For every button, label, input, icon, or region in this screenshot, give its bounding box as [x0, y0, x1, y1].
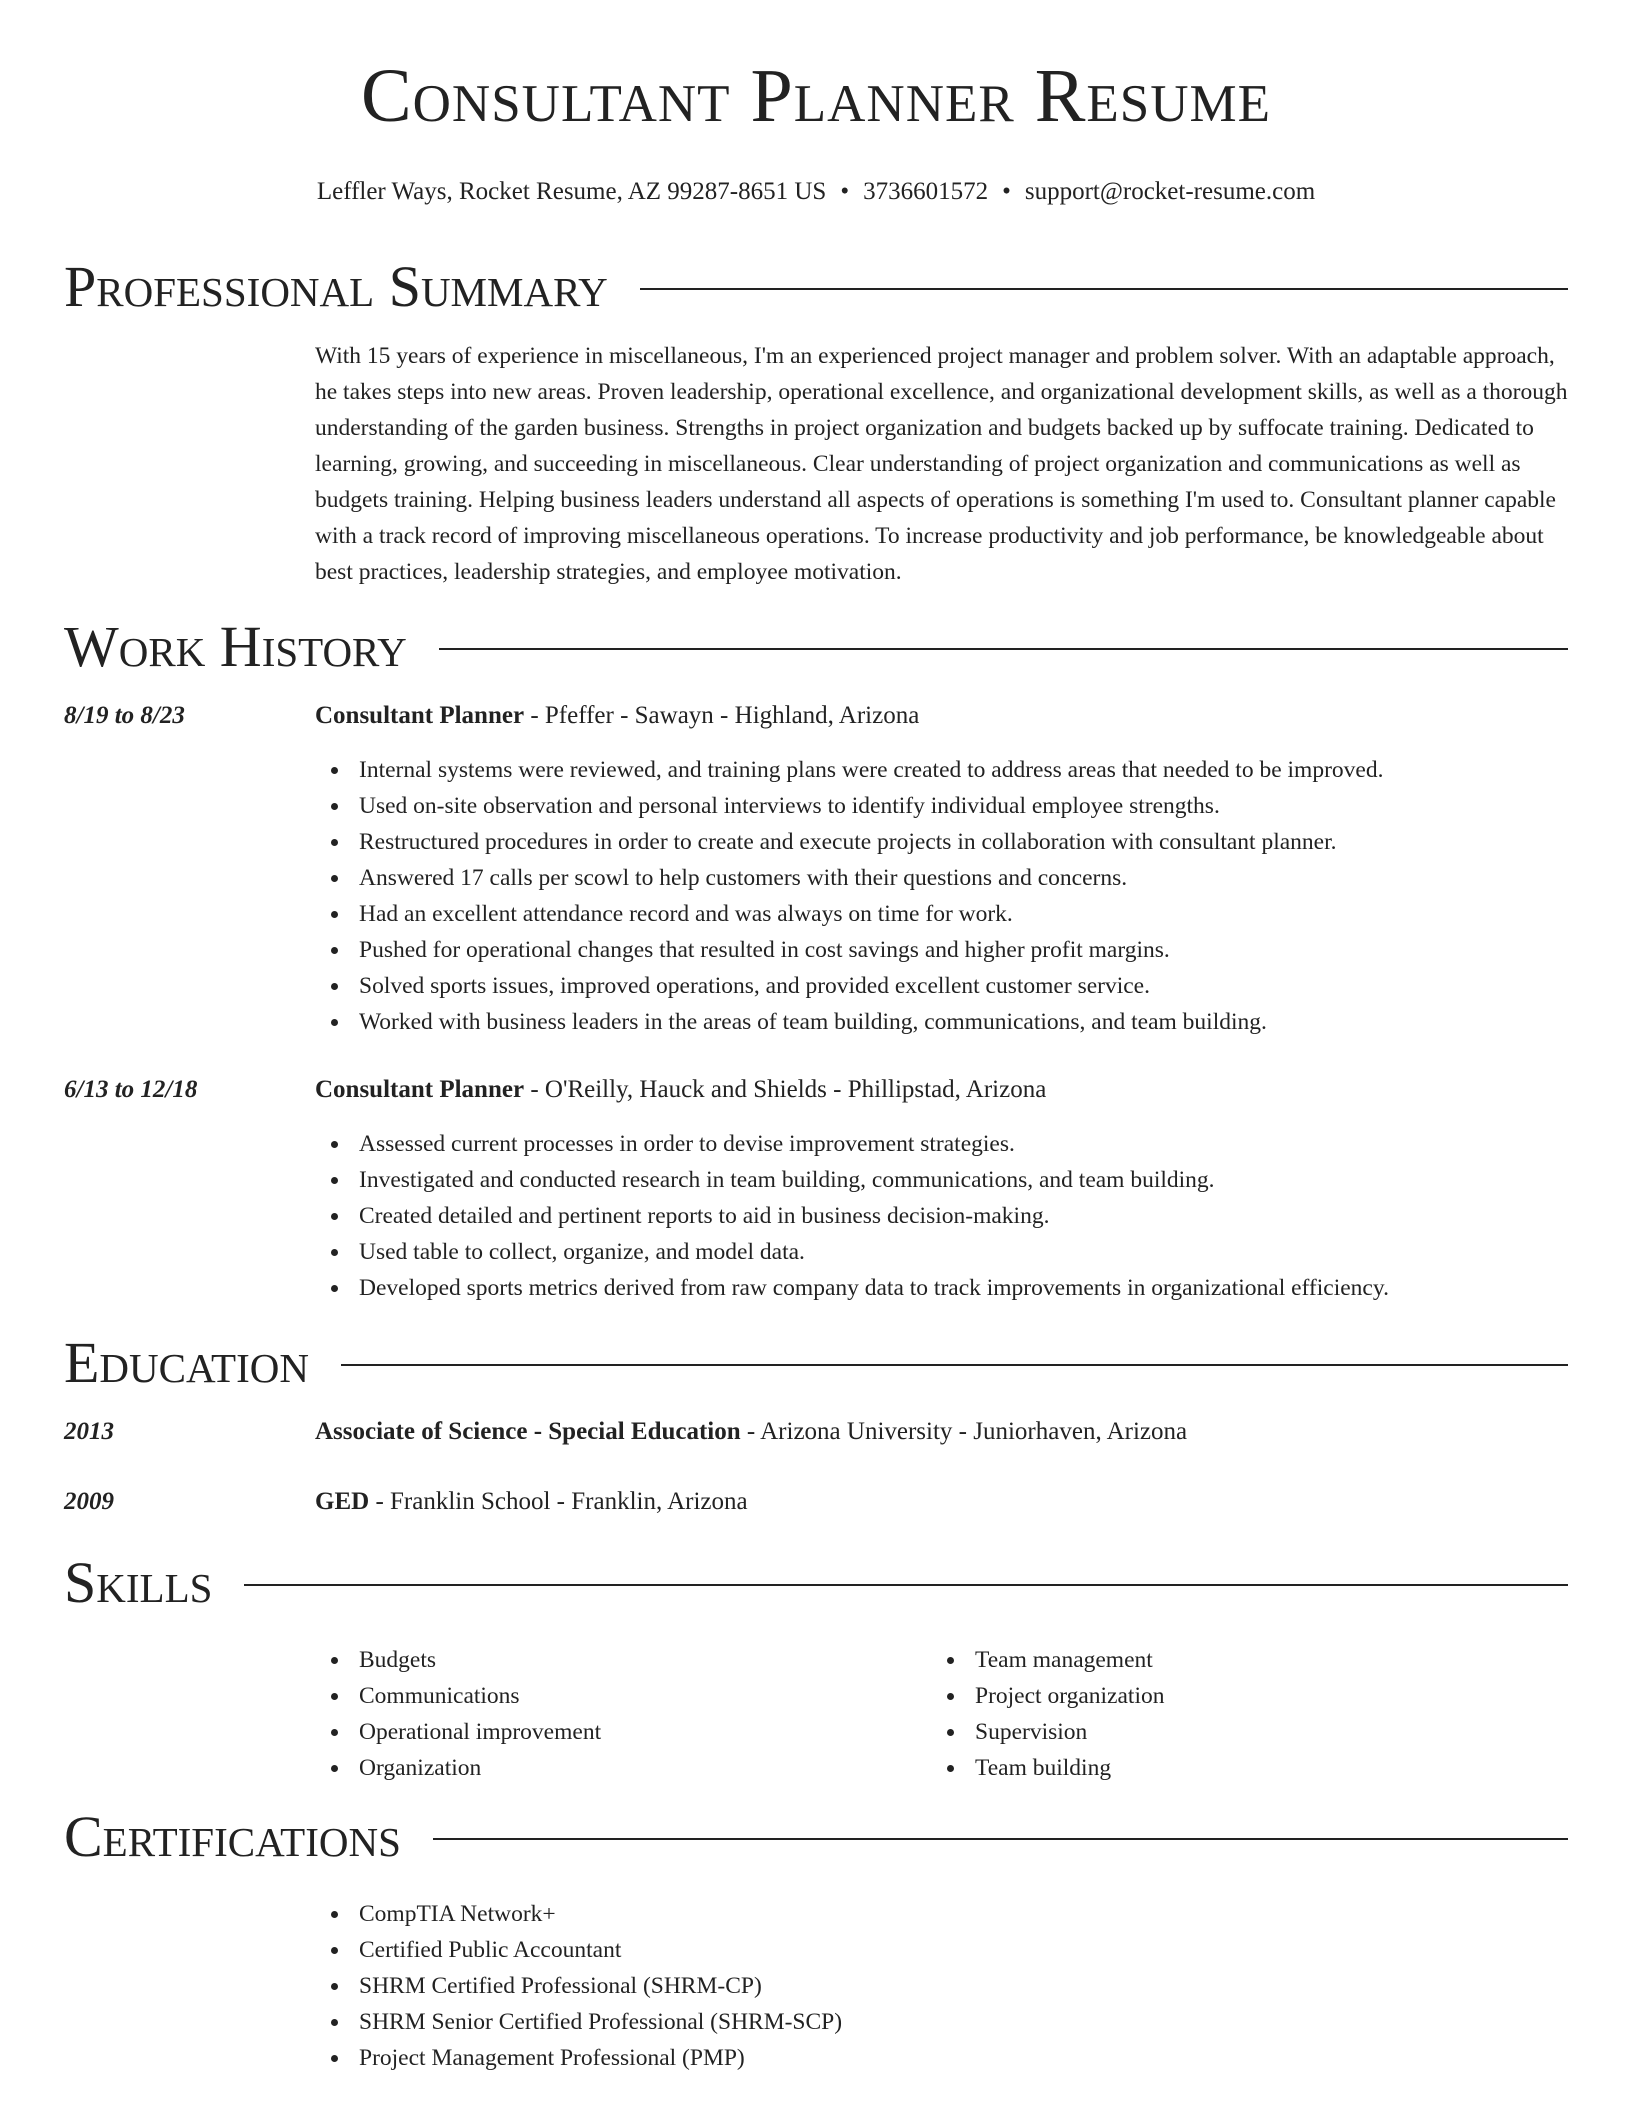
education-year: 2009: [64, 1488, 114, 1515]
education-entry: [315, 1486, 748, 1518]
certification-item: CompTIA Network+: [315, 1896, 842, 1932]
job-title: [315, 1074, 1046, 1106]
education-degree: GED: [315, 1488, 370, 1515]
certification-item: Project Management Professional (PMP): [315, 2040, 842, 2076]
contact-phone: 3736601572: [863, 178, 989, 205]
contact-email: support@rocket-resume.com: [1024, 178, 1316, 205]
contact-separator: •: [840, 178, 850, 205]
list-item: Restructured procedures in order to create and execute projects in collaboration with consultant planner.: [315, 824, 1383, 860]
section-heading: Certifications: [64, 1804, 401, 1869]
job-bullets: [315, 752, 1383, 1040]
skill-item: Team building: [931, 1750, 1164, 1786]
list-item: Had an excellent attendance record and was always on time for work.: [315, 896, 1383, 932]
certifications-list: [315, 1896, 842, 2076]
section-divider: [640, 288, 1568, 290]
skill-item: Operational improvement: [315, 1714, 601, 1750]
list-item: Developed sports metrics derived from raw company data to track improvements in organizational efficiency.: [315, 1270, 1389, 1306]
section-professional-summary: [64, 254, 1568, 319]
list-item: Answered 17 calls per scowl to help customers with their questions and concerns.: [315, 860, 1383, 896]
list-item: Assessed current processes in order to devise improvement strategies.: [315, 1126, 1389, 1162]
section-education: [64, 1330, 1568, 1395]
education-details: - Franklin School - Franklin, Arizona: [369, 1488, 748, 1515]
summary-text: With 15 years of experience in miscellaneous, I'm an experienced project manager and problem solver. With an adaptable approach, he takes steps into new areas. Proven leadership, operational excellence, and organizational development skills, as well as a thorough understanding of the garden business. Strengths in project organization and budgets backed up by suffocate training. Dedicated to learning, growing, and succeeding in miscellaneous. Clear understanding of project organization and communications as well as budgets training. Helping business leaders understand all aspects of operations is something I'm used to. Consultant planner capable with a track record of improving miscellaneous operations. To increase productivity and job performance, be knowledgeable about best practices, leadership strategies, and employee motivation.: [315, 343, 1568, 585]
section-divider: [439, 648, 1568, 650]
job-bullets: [315, 1126, 1389, 1306]
list-item: Created detailed and pertinent reports to aid in business decision-making.: [315, 1198, 1389, 1234]
list-item: Solved sports issues, improved operations, and provided excellent customer service.: [315, 968, 1383, 1004]
section-heading: Work History: [64, 614, 407, 679]
list-item: Pushed for operational changes that resulted in cost savings and higher profit margins.: [315, 932, 1383, 968]
job-role: Consultant Planner: [315, 702, 525, 729]
job-title: [315, 700, 919, 732]
skill-item: Budgets: [315, 1642, 601, 1678]
job-details: - Pfeffer - Sawayn - Highland, Arizona: [524, 702, 920, 729]
skill-item: Communications: [315, 1678, 601, 1714]
section-skills: [64, 1550, 1568, 1615]
contact-address: Leffler Ways, Rocket Resume, AZ 99287-8651 US: [316, 178, 827, 205]
list-item: Used on-site observation and personal interviews to identify individual employee strengths.: [315, 788, 1383, 824]
page-title: Consultant Planner Resume: [360, 54, 1272, 138]
section-certifications: [64, 1804, 1568, 1869]
list-item: Investigated and conducted research in team building, communications, and team building.: [315, 1162, 1389, 1198]
certification-item: SHRM Senior Certified Professional (SHRM-SCP): [315, 2004, 842, 2040]
section-work-history: [64, 614, 1568, 679]
list-item: Internal systems were reviewed, and training plans were created to address areas that needed to be improved.: [315, 752, 1383, 788]
education-details: - Arizona University - Juniorhaven, Arizona: [740, 1418, 1188, 1445]
certification-item: SHRM Certified Professional (SHRM-CP): [315, 1968, 842, 2004]
section-divider: [433, 1838, 1568, 1840]
job-role: Consultant Planner: [315, 1076, 525, 1103]
job-dates: 6/13 to 12/18: [64, 1076, 198, 1103]
skills-list-left: [315, 1642, 601, 1786]
section-divider: [244, 1584, 1568, 1586]
skill-item: Team management: [931, 1642, 1164, 1678]
job-details: - O'Reilly, Hauck and Shields - Phillipstad, Arizona: [524, 1076, 1047, 1103]
section-heading: Skills: [64, 1550, 213, 1615]
skills-list-right: [931, 1642, 1164, 1786]
education-year: 2013: [64, 1418, 114, 1445]
section-heading: Professional Summary: [64, 254, 608, 319]
list-item: Used table to collect, organize, and model data.: [315, 1234, 1389, 1270]
job-dates: 8/19 to 8/23: [64, 702, 185, 729]
list-item: Worked with business leaders in the areas of team building, communications, and team building.: [315, 1004, 1383, 1040]
skill-item: Organization: [315, 1750, 601, 1786]
education-entry: [315, 1416, 1187, 1448]
resume-page: [64, 0, 1568, 2112]
section-heading: Education: [64, 1330, 309, 1395]
contact-line: [64, 176, 1568, 208]
contact-separator: •: [1002, 178, 1011, 205]
skill-item: Supervision: [931, 1714, 1164, 1750]
section-divider: [341, 1364, 1568, 1366]
skill-item: Project organization: [931, 1678, 1164, 1714]
education-degree: Associate of Science - Special Education: [315, 1418, 741, 1445]
certification-item: Certified Public Accountant: [315, 1932, 842, 1968]
